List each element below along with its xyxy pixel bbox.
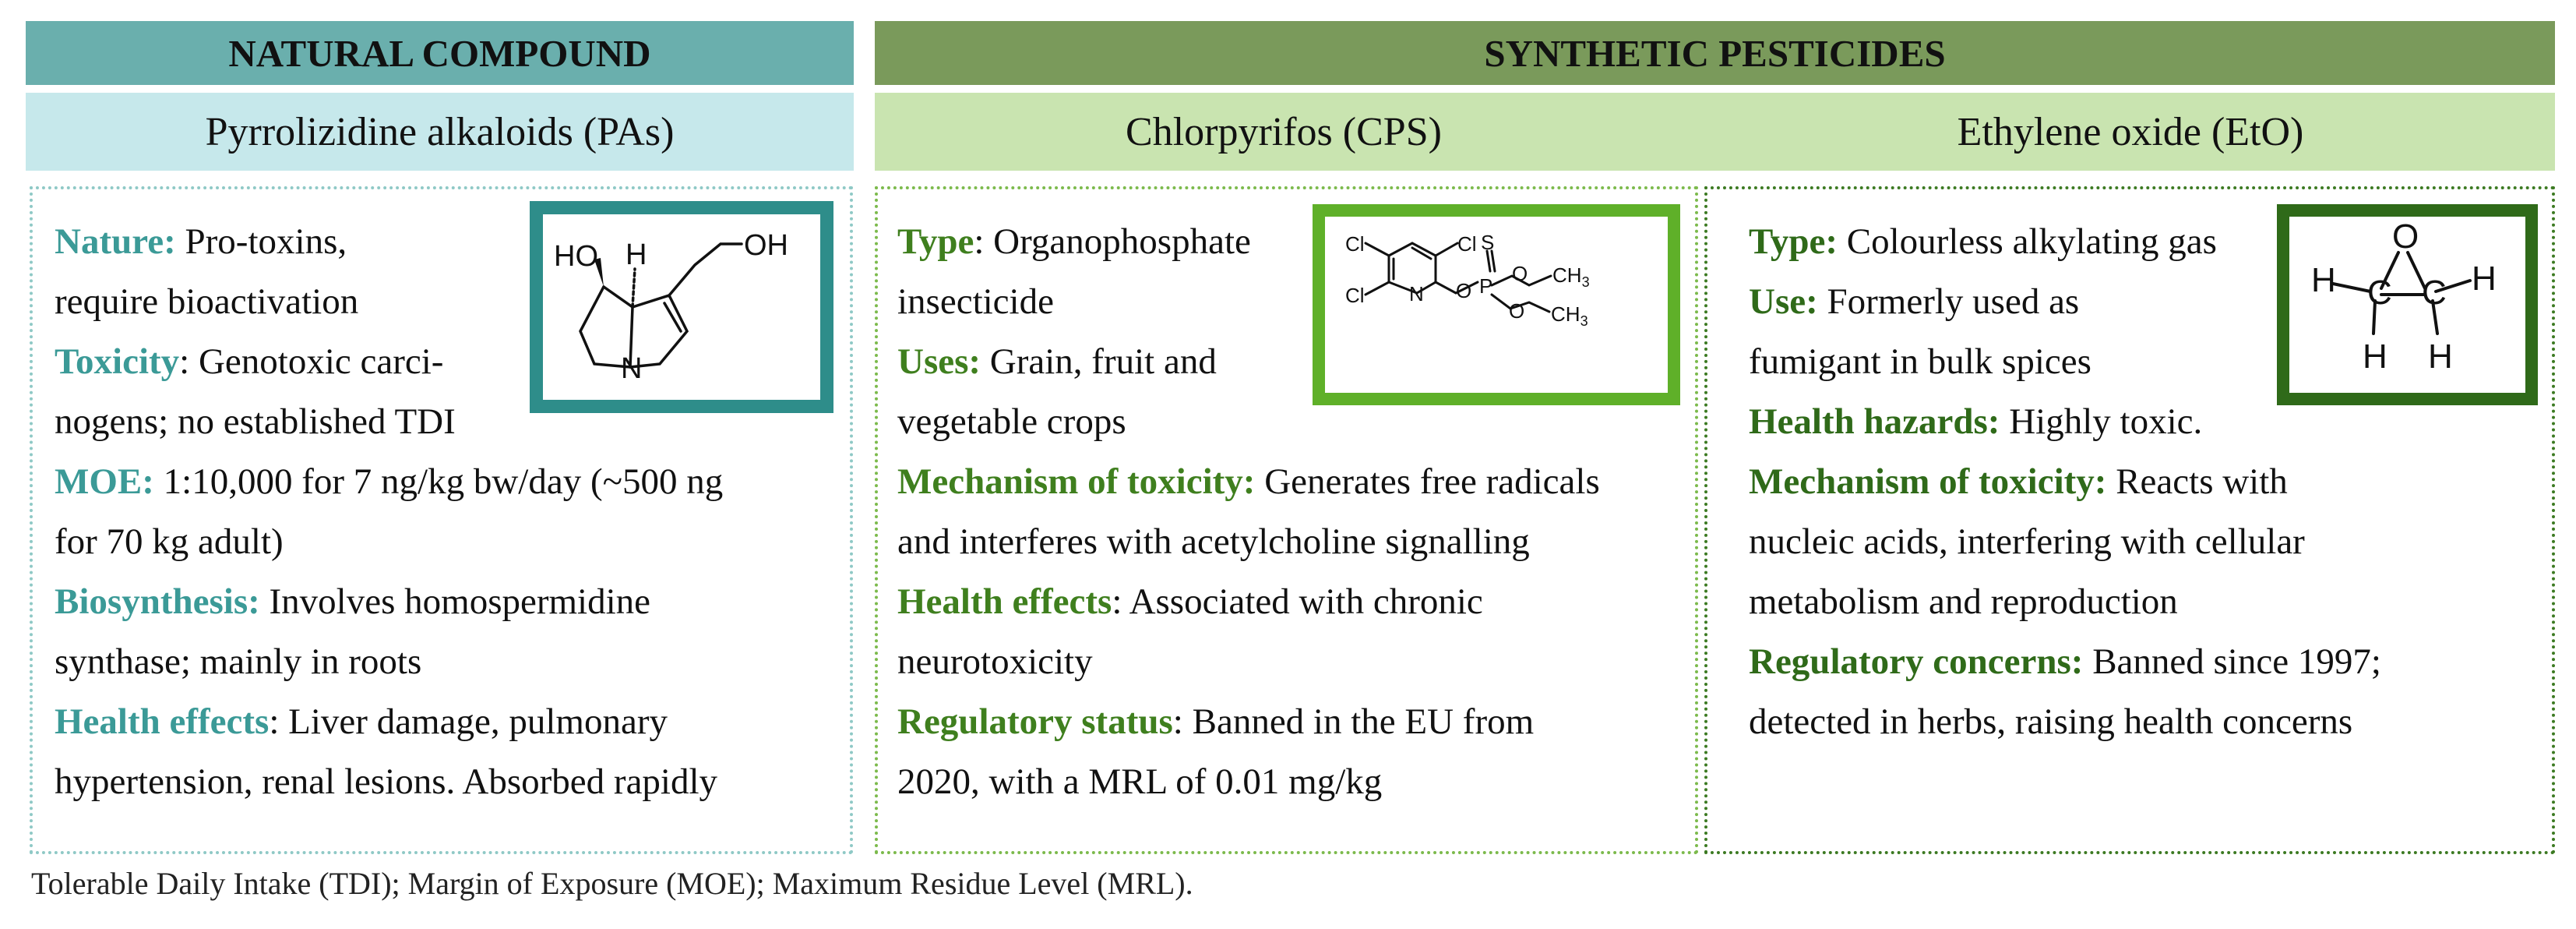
cps-structure	[1313, 204, 1680, 405]
synthetic-pesticides-header	[875, 21, 2555, 85]
pa-toxicity-text1: : Genotoxic carci-	[179, 341, 444, 382]
pa-nature-key: Nature:	[55, 221, 176, 262]
eto-type-text1: Colourless alkylating gas	[1838, 221, 2217, 262]
eto-health-text1: Highly toxic.	[2000, 401, 2203, 442]
cps-type-text2: insecticide	[897, 281, 1054, 322]
cps-mechanism-text1: Generates free radicals	[1255, 461, 1600, 502]
eto-mechanism-text1: Reacts with	[2106, 461, 2288, 502]
pa-nature-text1: Pro-toxins,	[175, 221, 347, 262]
pa-biosynthesis-line1	[55, 572, 723, 632]
pa-health-text2: hypertension, renal lesions. Absorbed rapidly	[55, 761, 718, 802]
cps-p-label: P	[1479, 274, 1493, 298]
eto-o-label: O	[2392, 217, 2419, 256]
pa-moe-key: MOE:	[55, 461, 154, 502]
cps-regulatory-text2: 2020, with a MRL of 0.01 mg/kg	[897, 761, 1383, 802]
pa-n-label: N	[621, 352, 643, 385]
cps-cl2-label: Cl	[1457, 232, 1477, 256]
synthetic-pesticides-header-label: SYNTHETIC PESTICIDES	[1484, 31, 1946, 75]
eto-mechanism-line3	[1749, 572, 2381, 632]
cps-cl1-label: Cl	[1345, 232, 1365, 256]
pa-biosynthesis-key: Biosynthesis:	[55, 581, 260, 622]
cps-regulatory-line2	[897, 752, 1600, 812]
cps-title: Chlorpyrifos (CPS)	[1126, 109, 1442, 154]
cps-o2-label: O	[1512, 262, 1528, 285]
cps-mechanism-line2	[897, 512, 1600, 572]
cps-uses-key: Uses:	[897, 341, 981, 382]
pa-biosynthesis-text1: Involves homospermidine	[259, 581, 651, 622]
eto-c2-label: C	[2422, 274, 2447, 312]
eto-regulatory-text1: Banned since 1997;	[2083, 641, 2381, 682]
cps-type-key: Type	[897, 221, 974, 262]
cps-health-text1: : Associated with chronic	[1112, 581, 1483, 622]
eto-use-key: Use:	[1749, 281, 1818, 322]
pa-nature-text2: require bioactivation	[55, 281, 359, 322]
eto-mechanism-line1	[1749, 452, 2381, 512]
pa-biosynthesis-line2	[55, 632, 723, 692]
eto-type-key: Type:	[1749, 221, 1838, 262]
eto-mechanism-text3: metabolism and reproduction	[1749, 581, 2178, 622]
cps-n-label: N	[1409, 282, 1424, 306]
cps-type-text1: : Organophosphate	[974, 221, 1251, 262]
pa-subheader	[26, 93, 854, 171]
cps-ch3b-label: $CH_3$	[1551, 302, 1588, 329]
cps-o3-label: O	[1509, 299, 1525, 323]
pa-biosynthesis-text2: synthase; mainly in roots	[55, 641, 422, 682]
eto-structure-drawing	[2289, 217, 2525, 393]
eto-use-text1: Formerly used as	[1817, 281, 2080, 322]
cps-mechanism-key: Mechanism of toxicity:	[897, 461, 1256, 502]
cps-cl3-label: Cl	[1345, 284, 1365, 307]
cps-health-text2: neurotoxicity	[897, 641, 1093, 682]
pa-moe-text1: 1:10,000 for 7 ng/kg bw/day (~500 ng	[153, 461, 724, 502]
pa-structure-drawing	[543, 214, 820, 400]
cps-regulatory-line1	[897, 692, 1600, 752]
pa-health-line2	[55, 752, 723, 812]
eto-h2-label: H	[2472, 260, 2497, 298]
pa-health-key: Health effects	[55, 701, 270, 742]
eto-regulatory-key: Regulatory concerns:	[1749, 641, 2084, 682]
eto-mechanism-line2	[1749, 512, 2381, 572]
eto-h4-label: H	[2428, 337, 2453, 376]
cps-uses-text1: Grain, fruit and	[981, 341, 1217, 382]
cps-regulatory-key: Regulatory status	[897, 701, 1173, 742]
cps-health-line1	[897, 572, 1600, 632]
cps-mechanism-line1	[897, 452, 1600, 512]
cps-mechanism-text2: and interferes with acetylcholine signalling	[897, 521, 1530, 562]
pa-ho-label: HO	[554, 240, 598, 273]
pa-toxicity-key: Toxicity	[55, 341, 180, 382]
pa-health-text1: : Liver damage, pulmonary	[269, 701, 668, 742]
cps-uses-text2: vegetable crops	[897, 401, 1126, 442]
pa-oh-label: OH	[744, 229, 788, 262]
cps-subheader	[875, 93, 1693, 171]
pa-h-label: H	[625, 238, 647, 271]
natural-compound-header	[26, 21, 854, 85]
pa-title: Pyrrolizidine alkaloids (PAs)	[205, 109, 675, 154]
cps-regulatory-text1: : Banned in the EU from	[1172, 701, 1535, 742]
cps-health-line2	[897, 632, 1600, 692]
cps-health-key: Health effects	[897, 581, 1112, 622]
eto-regulatory-text2: detected in herbs, raising health concerns	[1749, 701, 2353, 742]
cps-o1-label: O	[1456, 279, 1472, 302]
eto-structure	[2277, 204, 2538, 405]
eto-regulatory-line2	[1749, 692, 2381, 752]
pa-moe-line1	[55, 452, 723, 512]
pa-structure	[530, 201, 833, 413]
eto-h3-label: H	[2363, 337, 2387, 376]
eto-mechanism-text2: nucleic acids, interfering with cellular	[1749, 521, 2305, 562]
eto-health-key: Health hazards:	[1749, 401, 2000, 442]
cps-structure-drawing	[1325, 217, 1668, 393]
pa-health-line1	[55, 692, 723, 752]
eto-h1-label: H	[2311, 261, 2336, 299]
footnote: Tolerable Daily Intake (TDI); Margin of Exposure (MOE); Maximum Residue Level (MRL).	[31, 866, 1193, 901]
pa-toxicity-text2: nogens; no established TDI	[55, 401, 456, 442]
eto-title: Ethylene oxide (EtO)	[1957, 109, 2304, 154]
eto-regulatory-line1	[1749, 632, 2381, 692]
pa-moe-text2: for 70 kg adult)	[55, 521, 284, 562]
natural-compound-header-label: NATURAL COMPOUND	[228, 31, 651, 75]
eto-subheader	[1706, 93, 2555, 171]
pa-moe-line2	[55, 512, 723, 572]
eto-mechanism-key: Mechanism of toxicity:	[1749, 461, 2107, 502]
eto-c1-label: C	[2367, 274, 2392, 312]
eto-use-text2: fumigant in bulk spices	[1749, 341, 2091, 382]
cps-ch3a-label: $CH_3$	[1552, 263, 1590, 290]
cps-s-label: S	[1481, 231, 1495, 254]
